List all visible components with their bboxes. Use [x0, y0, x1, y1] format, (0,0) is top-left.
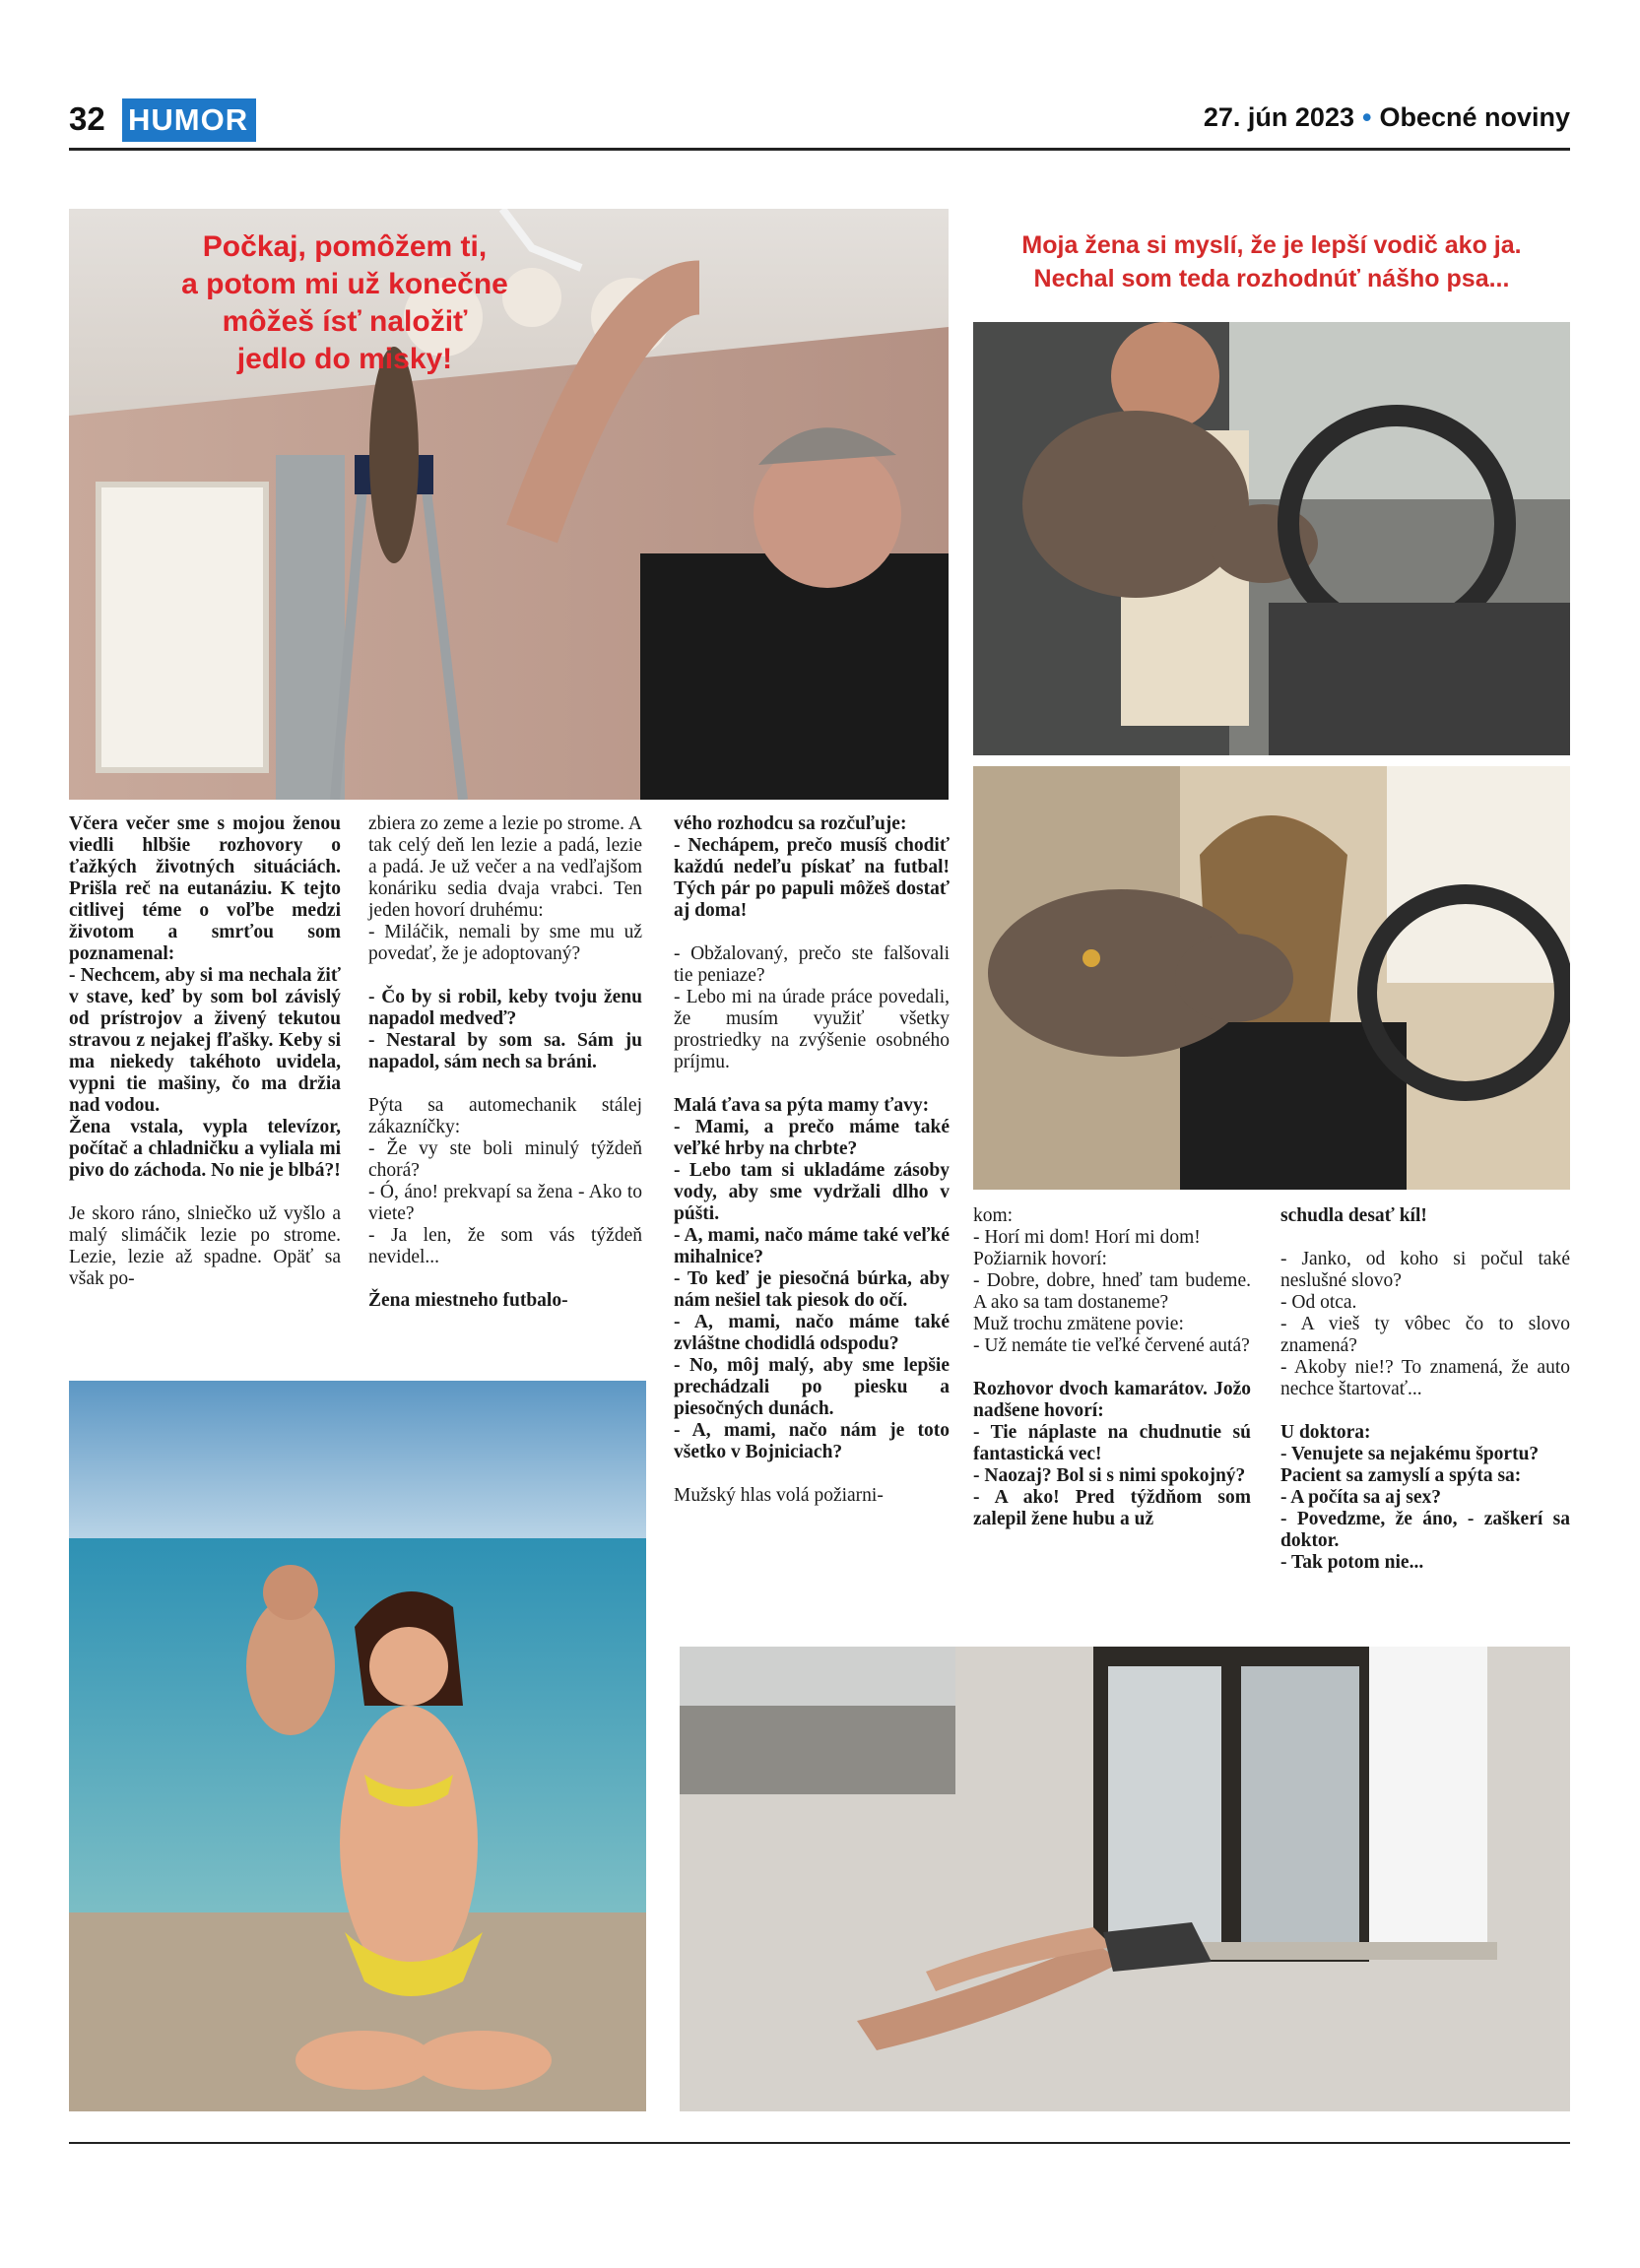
joke-paragraph: Žena miestneho futbalo- — [368, 1290, 568, 1311]
joke-paragraph: - Nestaral by som sa. Sám ju napadol, sám nech sa bráni. — [368, 1030, 642, 1072]
joke-paragraph: Muž trochu zmätene povie: — [973, 1314, 1184, 1334]
photo-beach-image — [69, 1381, 646, 2111]
joke-paragraph: - Nechcem, aby si ma nechala žiť v stave, keď by som bol závislý od prístrojov a živený tekutou stravou z nejakej fľašky. Keby si ma niekedy takéhoto uvidela, vypni tie mašiny, čo ma držia nad vodou. — [69, 965, 341, 1116]
joke-paragraph: - Venujete sa nejakému športu? — [1280, 1444, 1540, 1464]
joke-paragraph: - Akoby nie!? To znamená, že auto nechce štartovať... — [1280, 1357, 1570, 1399]
joke-paragraph: - Od otca. — [1280, 1292, 1357, 1313]
joke-paragraph: - Ó, áno! prekvapí sa žena - Ako to viete? — [368, 1182, 642, 1224]
photo-window-image — [680, 1647, 1570, 2111]
dog-photo-caption — [983, 228, 1560, 295]
photo-cat-lamp — [69, 209, 949, 800]
joke-paragraph: Rozhovor dvoch kamarátov. Jožo nadšene hovorí: — [973, 1379, 1251, 1421]
paragraph-gap — [69, 1182, 341, 1203]
issue-info — [1204, 102, 1570, 133]
joke-paragraph: - To keď je piesočná búrka, aby nám nešiel tak piesok do očí. — [674, 1268, 950, 1311]
joke-paragraph: - Lebo tam si ukladáme zásoby vody, aby sme vydržali dlho v púšti. — [674, 1160, 950, 1224]
joke-paragraph: - Že vy ste boli minulý týždeň chorá? — [368, 1138, 642, 1181]
paragraph-gap — [674, 922, 950, 943]
article-column-1 — [69, 813, 341, 1290]
joke-paragraph: - Lebo mi na úrade práce povedali, že musím využiť všetky prostriedky na zvýšenie osobného príjmu. — [674, 987, 950, 1072]
paragraph-gap — [368, 965, 642, 987]
caption-line: môžeš ísť naložiť — [222, 305, 468, 338]
joke-paragraph: - Už nemáte tie veľké červené autá? — [973, 1335, 1250, 1356]
joke-paragraph: - Obžalovaný, prečo ste falšovali tie peniaze? — [674, 943, 950, 986]
photo-dog-woman-image — [973, 766, 1570, 1190]
joke-paragraph: zbiera zo zeme a lezie po strome. A tak celý deň len lezie a padá, lezie a padá. Je už večer a na vedľajšom konáriku sedia dvaja vrabci. Ten jeden hovorí druhému: — [368, 813, 642, 921]
joke-paragraph: Pacient sa zamyslí a spýta sa: — [1280, 1465, 1522, 1486]
joke-paragraph: - Čo by si robil, keby tvoju ženu napadol medveď? — [368, 987, 642, 1029]
joke-paragraph: - No, môj malý, aby sme lepšie prechádzali po piesku a piesočných dunách. — [674, 1355, 950, 1419]
joke-paragraph: - Dobre, dobre, hneď tam budeme. A ako sa tam dostaneme? — [973, 1270, 1251, 1313]
joke-paragraph: U doktora: — [1280, 1422, 1371, 1443]
joke-paragraph: schudla desať kíl! — [1280, 1205, 1427, 1226]
section-label: HUMOR — [122, 98, 256, 142]
publication-name: Obecné noviny — [1379, 102, 1570, 132]
joke-paragraph: vého rozhodcu sa rozčuľuje: — [674, 813, 907, 834]
joke-paragraph: - Janko, od koho si počul také neslušné slovo? — [1280, 1249, 1570, 1291]
photo-window — [680, 1647, 1570, 2111]
paragraph-gap — [674, 1073, 950, 1095]
joke-paragraph: Malá ťava sa pýta mamy ťavy: — [674, 1095, 930, 1116]
issue-date: 27. jún 2023 — [1203, 102, 1354, 132]
paragraph-gap — [1280, 1227, 1570, 1249]
photo-dog-driving — [973, 209, 1570, 755]
paragraph-gap — [368, 1268, 642, 1290]
joke-paragraph: - A, mami, načo nám je toto všetko v Bojniciach? — [674, 1420, 950, 1462]
caption-line: jedlo do misky! — [236, 343, 453, 375]
page-number: 32 — [69, 100, 105, 137]
joke-paragraph: - A ako! Pred týždňom som zalepil žene hubu a už — [973, 1487, 1251, 1529]
joke-paragraph: Požiarnik hovorí: — [973, 1249, 1107, 1269]
joke-paragraph: - A, mami, načo máme také zvláštne chodidlá odspodu? — [674, 1312, 950, 1354]
separator-dot: • — [1361, 102, 1372, 132]
paragraph-gap — [1280, 1400, 1570, 1422]
footer-rule — [69, 2142, 1570, 2144]
joke-paragraph: Pýta sa automechanik stálej zákazníčky: — [368, 1095, 642, 1137]
header-rule — [69, 148, 1570, 151]
article-column-4 — [973, 1205, 1251, 1530]
paragraph-gap — [973, 1357, 1251, 1379]
joke-paragraph: - Ja len, že som vás týždeň nevidel... — [368, 1225, 642, 1267]
joke-paragraph: - Mami, a prečo máme také veľké hrby na chrbte? — [674, 1117, 950, 1159]
joke-paragraph: - Povedzme, že áno, - zaškerí sa doktor. — [1280, 1509, 1570, 1551]
joke-paragraph: - A počíta sa aj sex? — [1280, 1487, 1442, 1508]
caption-line: Počkaj, pomôžem ti, — [202, 230, 488, 263]
cat-photo-caption — [177, 228, 512, 378]
joke-paragraph: Je skoro ráno, slniečko už vyšlo a malý slimáčik lezie po strome. Lezie, lezie až spadne. Opäť sa však po- — [69, 1203, 341, 1289]
caption-line: a potom mi už konečne — [181, 268, 508, 300]
page-header — [69, 97, 1570, 146]
joke-paragraph: - Miláčik, nemali by sme mu už povedať, že je adoptovaný? — [368, 922, 642, 964]
paragraph-gap — [368, 1073, 642, 1095]
article-column-5 — [1280, 1205, 1570, 1574]
joke-paragraph: Mužský hlas volá požiarni- — [674, 1485, 884, 1506]
paragraph-gap — [674, 1463, 950, 1485]
photo-beach — [69, 1381, 646, 2111]
joke-paragraph: - A, mami, načo máme také veľké mihalnice? — [674, 1225, 950, 1267]
joke-paragraph: - A vieš ty vôbec čo to slovo znamená? — [1280, 1314, 1570, 1356]
article-column-3 — [674, 813, 950, 1507]
joke-paragraph: - Tak potom nie... — [1280, 1552, 1424, 1573]
photo-dog-woman — [973, 766, 1570, 1190]
article-column-2 — [368, 813, 642, 1312]
joke-paragraph: Žena vstala, vypla televízor, počítač a chladničku a vyliala mi pivo do záchoda. No nie je blbá?! — [69, 1117, 341, 1181]
caption-line: Nechal som teda rozhodnúť nášho psa... — [1033, 265, 1510, 292]
joke-paragraph: - Tie náplaste na chudnutie sú fantastická vec! — [973, 1422, 1251, 1464]
joke-paragraph: - Naozaj? Bol si s nimi spokojný? — [973, 1465, 1246, 1486]
caption-line: Moja žena si myslí, že je lepší vodič ako ja. — [1021, 231, 1522, 259]
joke-paragraph: kom: — [973, 1205, 1014, 1226]
joke-paragraph: Včera večer sme s mojou ženou viedli hlbšie rozhovory o ťažkých životných situáciách. Prišla reč na eutanáziu. K tejto citlivej téme o voľbe medzi životom a smrťou som poznamenal: — [69, 813, 341, 964]
joke-paragraph: - Nechápem, prečo musíš chodiť každú nedeľu pískať na futbal! Tých pár po papuli môžeš dostať aj doma! — [674, 835, 950, 921]
joke-paragraph: - Horí mi dom! Horí mi dom! — [973, 1227, 1201, 1248]
